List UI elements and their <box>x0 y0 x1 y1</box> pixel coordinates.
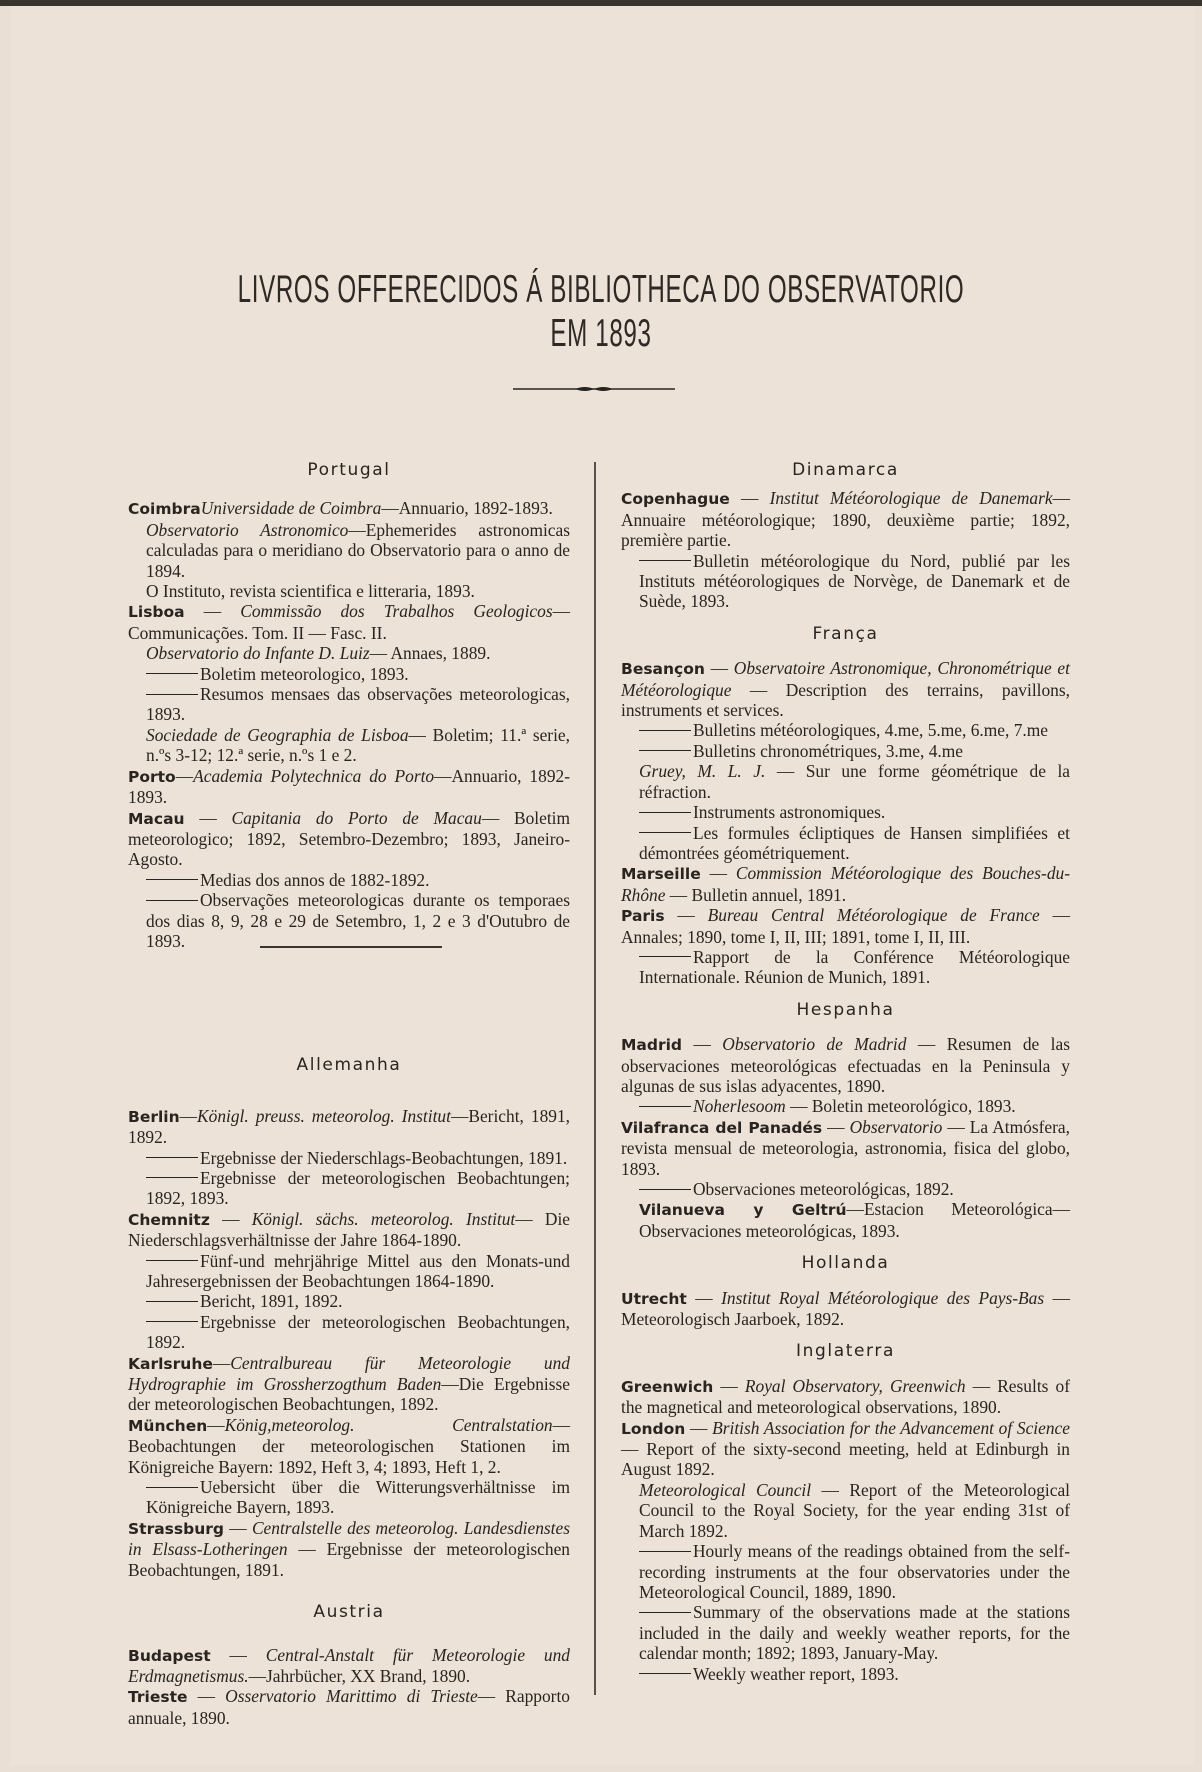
ditto-dash <box>639 1189 691 1190</box>
place-name: Coimbra <box>128 500 201 519</box>
ditto-dash <box>639 812 691 813</box>
ditto-dash <box>639 956 691 957</box>
entry-utrecht: Utrecht — Institut Royal Météorologique des Pays-Bas — Meteorologisch Jaarboek, 1892. <box>621 1287 1070 1330</box>
entry-lisboa: Lisboa — Commissão dos Trabalhos Geologicos— Communicações. Tom. II — Fasc. II. <box>128 601 570 643</box>
left-column <box>128 460 570 1728</box>
entry-besancon-b3: Instruments astronomiques. <box>621 802 1070 822</box>
entry-chemnitz-b3: Ergebnisse der meteorologischen Beobachtungen, 1892. <box>146 1311 570 1353</box>
entry-copenhague-b1: Bulletin météorologique du Nord, publié par les Instituts météorologiques de Norvège, de Danemark et de Suède, 1893. <box>639 550 1070 612</box>
entry-vilafranca-b1: Observaciones meteorológicas, 1892. <box>621 1179 1070 1199</box>
entry-vilanueva: Vilanueva y Geltrú—Estacion Meteorológica—Observaciones meteorológicas, 1893. <box>639 1199 1070 1241</box>
entry-berlin-b1: Ergebnisse der Niederschlags-Beobachtungen, 1891. <box>128 1148 570 1168</box>
ditto-dash <box>146 1301 198 1302</box>
section-heading-hollanda: Hollanda <box>801 1253 890 1274</box>
ditto-dash <box>146 694 198 695</box>
ditto-dash <box>146 900 198 901</box>
entry-madrid: Madrid — Observatorio de Madrid — Resumen de las observaciones meteorológicas efectuadas en la Peninsula y algunas de sus islas adyacentes, 1890. <box>621 1034 1070 1096</box>
entry-coimbra-instituto: O Instituto, revista scientifica e litteraria, 1893. <box>146 581 475 602</box>
entry-chemnitz-b1: Fünf-und mehrjährige Mittel aus den Monats-und Jahresergebnissen der Beobachtungen 1864-1890. <box>146 1250 570 1291</box>
section-heading-austria: Austria <box>313 1602 385 1623</box>
section-heading-dinamarca: Dinamarca <box>792 460 899 480</box>
entry-coimbra-obs: Observatorio Astronomico—Ephemerides astronomicas calculadas para o meridiano do Observatorio para o anno de 1894. <box>146 519 571 581</box>
entry-london-b2: Summary of the observations made at the stations included in the daily and weekly weather reports, for the calendar month; 1892; 1893, January-May. <box>639 1602 1070 1664</box>
entry-besancon-b4: Les formules écliptiques de Hansen simplifiées et démontrées géométriquement. <box>639 822 1070 863</box>
title-ornament <box>513 384 675 394</box>
entry-gruey: Gruey, M. L. J. — Sur une forme géométrique de la réfraction. <box>639 761 1071 802</box>
ditto-dash <box>146 1177 198 1178</box>
ditto-dash <box>146 673 198 674</box>
section-heading-allemanha: Allemanha <box>296 1055 402 1076</box>
entry-london: London — British Association for the Advancement of Science — Report of the sixty-second meeting, held at Edinburgh in August 1892. <box>621 1417 1070 1480</box>
entry-london-b3: Weekly weather report, 1893. <box>621 1664 1070 1684</box>
entry-madrid-b1: Noherlesoom — Boletin meteorológico, 1893. <box>621 1096 1070 1116</box>
entry-copenhague: Copenhague — Institut Météorologique de Danemark— Annuaire météorologique; 1890, deuxième partie; 1892, première partie. <box>621 488 1071 551</box>
section-heading-hespanha: Hespanha <box>796 999 895 1020</box>
ditto-dash <box>146 879 198 880</box>
entry-chemnitz-b2: Bericht, 1891, 1892. <box>128 1291 570 1311</box>
entry-karlsruhe: Karlsruhe—Centralbureau für Meteorologie und Hydrographie im Grossherzogthum Baden—Die Ergebnisse der meteorologischen Beobachtungen, 1892. <box>128 1352 570 1415</box>
entry-paris: Paris — Bureau Central Météorologique de France — Annales; 1890, tome I, II, III; 1891, tome I, II, III. <box>621 905 1070 947</box>
entry-lisboa-b2: Resumos mensaes das observações meteorologicas, 1893. <box>146 684 570 725</box>
ditto-dash <box>146 1260 198 1261</box>
entry-macau: Macau — Capitania do Porto de Macau— Boletim meteorologico; 1892, Setembro-Dezembro; 1893, Janeiro-Agosto. <box>128 807 571 870</box>
ditto-dash <box>639 1673 691 1674</box>
entry-munchen-b1: Uebersicht über die Witterungsverhältnisse im Königreiche Bayern, 1893. <box>146 1477 570 1518</box>
entry-munchen: München—König,meteorolog. Centralstation—Beobachtungen der meteorologischen Stationen im Königreiche Bayern: 1892, Heft 3, 4; 1893, Heft 1, 2. <box>128 1414 570 1477</box>
right-column <box>621 460 1070 1684</box>
entry-marseille: Marseille — Commission Météorologique des Bouches-du-Rhône — Bulletin annuel, 1891. <box>621 863 1071 905</box>
entry-greenwich: Greenwich — Royal Observatory, Greenwich — Results of the magnetical and meteorological observations, 1890. <box>621 1375 1071 1418</box>
column-divider <box>594 462 596 1695</box>
ditto-dash <box>146 1321 198 1322</box>
entry-macau-b1: Medias dos annos de 1882-1892. <box>128 870 570 890</box>
entry-besancon-b1: Bulletins météorologiques, 4.me, 5.me, 6.me, 7.me <box>621 720 1070 740</box>
ditto-dash <box>639 1551 691 1552</box>
ditto-dash <box>146 1487 198 1488</box>
entry-metcouncil: Meteorological Council — Report of the Meteorological Council to the Royal Society, for the year ending 31st of March 1892. <box>639 1479 1071 1541</box>
entry-vilafranca: Vilafranca del Panadés — Observatorio — La Atmósfera, revista mensual de meteorologia, astronomia, fisica del globo, 1893. <box>621 1116 1070 1179</box>
ditto-dash <box>639 832 691 833</box>
entry-lisboa-b1: Boletim meteorologico, 1893. <box>128 664 570 684</box>
entry-budapest: Budapest — Central-Anstalt für Meteorologie und Erdmagnetismus.—Jahrbücher, XX Brand, 1890. <box>128 1644 570 1686</box>
entry-besancon-b2: Bulletins chronométriques, 3.me, 4.me <box>621 741 1070 761</box>
ditto-dash <box>639 730 691 731</box>
entry-berlin: Berlin—Königl. preuss. meteorolog. Institut—Bericht, 1891, 1892. <box>128 1105 570 1148</box>
entry-strassburg: Strassburg — Centralstelle des meteorolog. Landesdienstes in Elsass-Lotheringen — Ergebnisse der meteorologischen Beobachtungen, 1891. <box>128 1517 570 1580</box>
entry-paris-b1: Rapport de la Conférence Météorologique Internationale. Réunion de Munich, 1891. <box>639 946 1070 988</box>
entry-lisboa-obs: Observatorio do Infante D. Luiz— Annaes, 1889. <box>146 643 491 664</box>
section-heading-inglaterra: Inglaterra <box>796 1341 895 1362</box>
entry-chemnitz: Chemnitz — Königl. sächs. meteorolog. Institut— Die Niederschlagsverhältnisse der Jahre 1864-1890. <box>128 1208 570 1251</box>
entry-macau-b2: Observações meteorologicas durante os temporaes dos dias 8, 9, 28 e 29 de Setembro, 1, 2 e 3 d'Outubro de 1893. <box>146 890 570 951</box>
entry-besancon: Besançon — Observatoire Astronomique, Chronométrique et Météorologique — Description des terrains, pavillons, instruments et services. <box>621 658 1070 721</box>
ditto-dash <box>639 560 691 561</box>
entry-coimbra: CoimbraUniversidade de Coimbra—Annuario, 1892-1893. <box>128 498 553 519</box>
ditto-dash <box>639 1612 691 1613</box>
entry-lisboa-soc: Sociedade de Geographia de Lisboa— Boletim; 11.ª serie, n.ºs 3-12; 12.ª serie, n.ºs 1 e 2. <box>146 724 570 766</box>
entry-porto: Porto—Academia Polytechnica do Porto—Annuario, 1892-1893. <box>128 765 570 808</box>
ditto-dash <box>639 750 691 751</box>
ditto-dash <box>639 1106 691 1107</box>
entry-london-b1: Hourly means of the readings obtained from the self-recording instruments at the four observatories under the Meteorological Council, 1889, 1890. <box>639 1541 1070 1602</box>
page-title: LIVROS OFFERECIDOS Á BIBLIOTHECA DO OBSERVATORIO EM 1893 <box>237 268 965 355</box>
ditto-dash <box>146 1157 198 1158</box>
entry-berlin-b2: Ergebnisse der meteorologischen Beobachtungen; 1892, 1893. <box>146 1167 570 1209</box>
section-heading-franca: França <box>812 623 879 644</box>
entry-trieste: Trieste — Osservatorio Marittimo di Trieste— Rapporto annuale, 1890. <box>128 1686 571 1728</box>
section-heading-portugal: Portugal <box>307 460 391 480</box>
